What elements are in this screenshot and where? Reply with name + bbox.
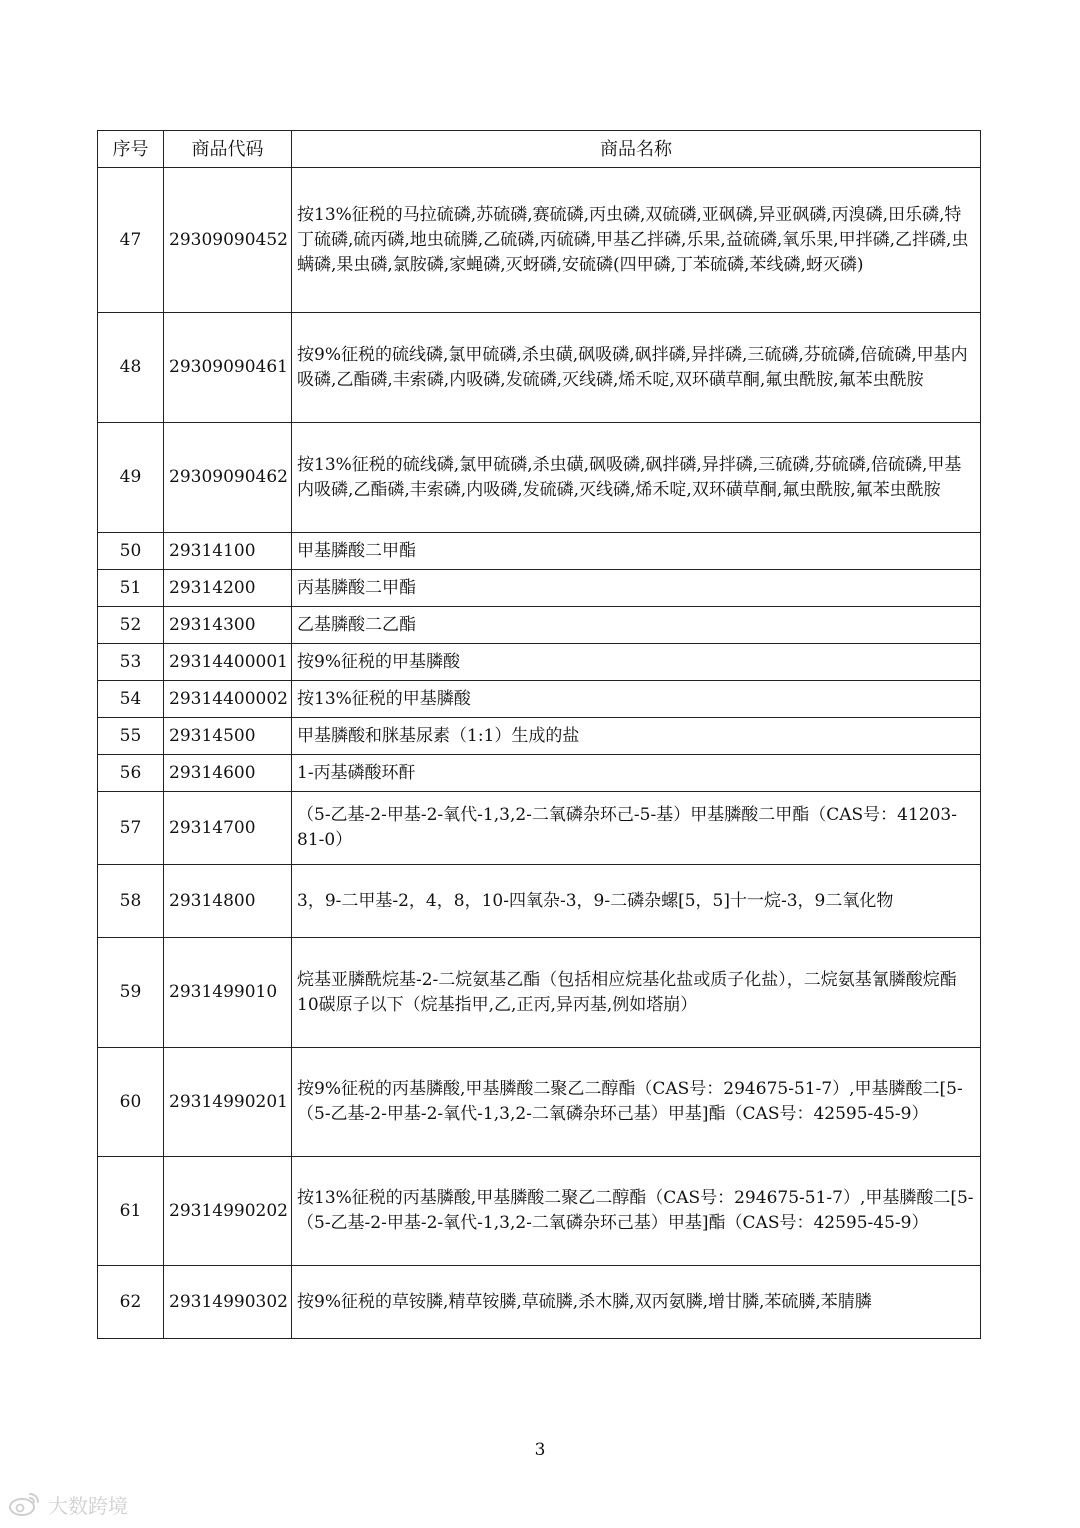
header-product-name: 商品名称 [292,131,981,168]
table-row [98,423,981,533]
row-number: 57 [98,792,164,865]
product-code: 29314100 [164,533,292,570]
product-code: 29314990302 [164,1266,292,1339]
table-row [98,718,981,755]
row-number: 53 [98,644,164,681]
row-number: 56 [98,755,164,792]
row-number: 59 [98,938,164,1048]
product-name: 烷基亚膦酰烷基-2-二烷氨基乙酯（包括相应烷基化盐或质子化盐），二烷氨基氰膦酸烷酯10碳原子以下（烷基指甲,乙,正丙,异丙基,例如塔崩） [292,938,981,1048]
product-name: 甲基膦酸和脒基尿素（1:1）生成的盐 [292,718,981,755]
product-code: 29314300 [164,607,292,644]
header-product-code: 商品代码 [164,131,292,168]
row-number: 49 [98,423,164,533]
row-number: 51 [98,570,164,607]
table-row [98,938,981,1048]
table-row [98,681,981,718]
table-row [98,607,981,644]
product-name: 3，9-二甲基-2，4，8，10-四氧杂-3，9-二磷杂螺[5，5]十一烷-3，9二氧化物 [292,865,981,938]
header-serial-no: 序号 [98,131,164,168]
row-number: 47 [98,168,164,313]
product-code: 29309090452 [164,168,292,313]
weibo-logo-icon [8,1490,42,1518]
table-row [98,570,981,607]
table-row [98,168,981,313]
product-code: 29314990201 [164,1048,292,1157]
product-name: 按13%征税的马拉硫磷,苏硫磷,赛硫磷,丙虫磷,双硫磷,亚砜磷,异亚砜磷,丙溴磷,田乐磷,特丁硫磷,硫丙磷,地虫硫膦,乙硫磷,丙硫磷,甲基乙拌磷,乐果,益硫磷,氧乐果,甲拌磷,乙拌磷,虫螨磷,果虫磷,氯胺磷,家蝇磷,灭蚜磷,安硫磷(四甲磷,丁苯硫磷,苯线磷,蚜灭磷) [292,168,981,313]
row-number: 58 [98,865,164,938]
watermark [8,1488,128,1520]
row-number: 61 [98,1157,164,1266]
product-code: 29314600 [164,755,292,792]
table-header-row [98,131,981,168]
product-name: 按9%征税的甲基膦酸 [292,644,981,681]
product-code: 29314400002 [164,681,292,718]
table-row [98,865,981,938]
product-name: （5-乙基-2-甲基-2-氧代-1,3,2-二氧磷杂环己-5-基）甲基膦酸二甲酯（CAS号：41203-81-0） [292,792,981,865]
product-code: 29309090461 [164,313,292,423]
row-number: 50 [98,533,164,570]
row-number: 62 [98,1266,164,1339]
row-number: 55 [98,718,164,755]
product-name: 按9%征税的丙基膦酸,甲基膦酸二聚乙二醇酯（CAS号：294675-51-7）,甲基膦酸二[5-（5-乙基-2-甲基-2-氧代-1,3,2-二氧磷杂环己基）甲基]酯（CAS号：42595-45-9） [292,1048,981,1157]
product-name: 按13%征税的硫线磷,氯甲硫磷,杀虫磺,砜吸磷,砜拌磷,异拌磷,三硫磷,芬硫磷,倍硫磷,甲基内吸磷,乙酯磷,丰索磷,内吸磷,发硫磷,灭线磷,烯禾啶,双环磺草酮,氟虫酰胺,氟苯虫酰胺 [292,423,981,533]
product-code: 29314990202 [164,1157,292,1266]
page-number: 3 [534,1440,546,1460]
watermark-text: 大数跨境 [48,1493,128,1518]
product-name: 丙基膦酸二甲酯 [292,570,981,607]
product-name: 甲基膦酸二甲酯 [292,533,981,570]
product-name: 乙基膦酸二乙酯 [292,607,981,644]
product-name: 按13%征税的丙基膦酸,甲基膦酸二聚乙二醇酯（CAS号：294675-51-7）,甲基膦酸二[5-（5-乙基-2-甲基-2-氧代-1,3,2-二氧磷杂环己基）甲基]酯（CAS号：42595-45-9） [292,1157,981,1266]
product-code: 29314700 [164,792,292,865]
table-row [98,1048,981,1157]
product-code: 29314200 [164,570,292,607]
row-number: 48 [98,313,164,423]
table-row [98,644,981,681]
row-number: 60 [98,1048,164,1157]
product-table [97,130,981,1339]
row-number: 52 [98,607,164,644]
row-number: 54 [98,681,164,718]
table-row [98,533,981,570]
product-name: 按9%征税的草铵膦,精草铵膦,草硫膦,杀木膦,双丙氨膦,增甘膦,苯硫膦,苯腈膦 [292,1266,981,1339]
table-row [98,313,981,423]
product-code: 29314500 [164,718,292,755]
product-name: 按9%征税的硫线磷,氯甲硫磷,杀虫磺,砜吸磷,砜拌磷,异拌磷,三硫磷,芬硫磷,倍硫磷,甲基内吸磷,乙酯磷,丰索磷,内吸磷,发硫磷,灭线磷,烯禾啶,双环磺草酮,氟虫酰胺,氟苯虫酰胺 [292,313,981,423]
product-code: 29309090462 [164,423,292,533]
product-code: 29314400001 [164,644,292,681]
product-code: 29314800 [164,865,292,938]
table-row [98,1157,981,1266]
product-name: 按13%征税的甲基膦酸 [292,681,981,718]
product-name: 1-丙基磷酸环酐 [292,755,981,792]
table-row [98,755,981,792]
product-code: 2931499010 [164,938,292,1048]
table-row [98,1266,981,1339]
table-row [98,792,981,865]
